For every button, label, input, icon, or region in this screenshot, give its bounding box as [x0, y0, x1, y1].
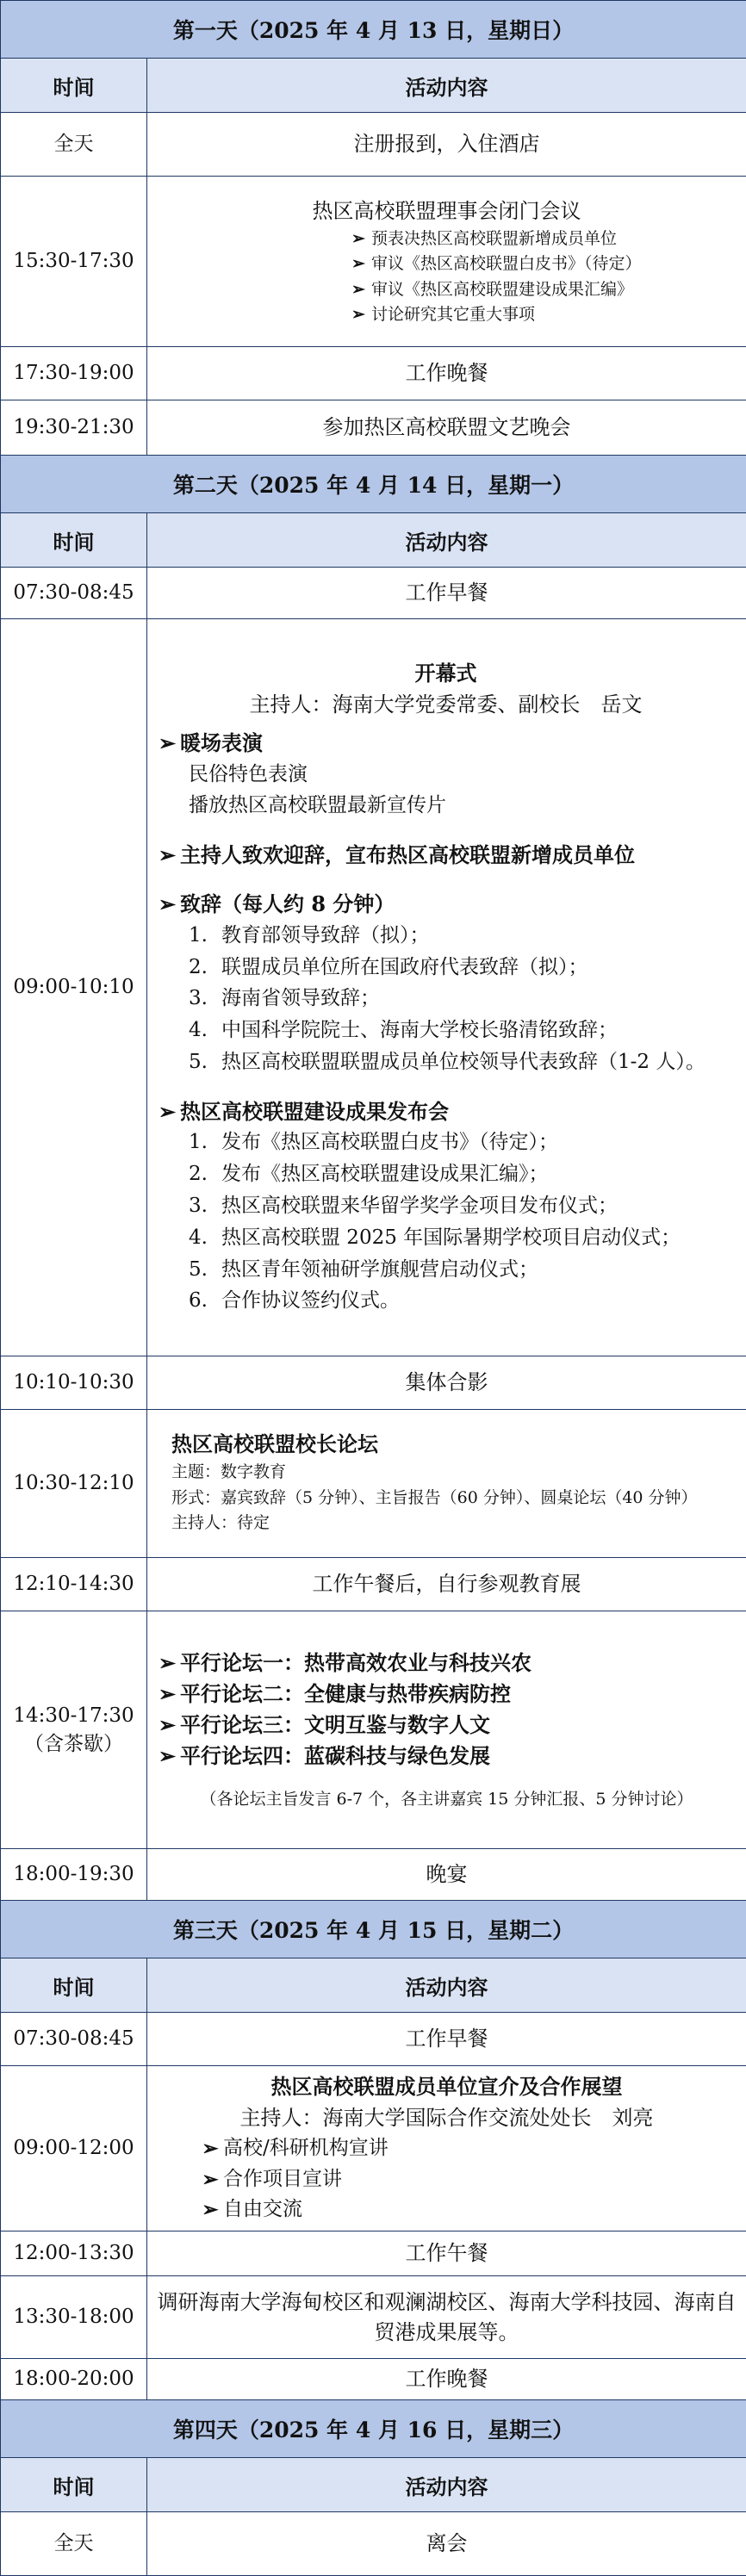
table-row	[1, 1849, 746, 1901]
table-row	[1, 2013, 746, 2066]
arrow-bullet-icon: ➢	[154, 1097, 180, 1127]
activity-cell	[147, 1410, 746, 1558]
table-row	[1, 619, 746, 1356]
arrow-bullet-icon: ➢	[197, 2133, 223, 2164]
time-cell: 18:00-19:30	[1, 1849, 147, 1901]
arrow-bullet-icon: ➢	[345, 277, 371, 302]
activity-cell: 工作午餐后，自行参观教育展	[147, 1558, 746, 1611]
list-item: 民俗特色表演	[189, 759, 737, 791]
time-cell: 09:00-10:10	[1, 619, 147, 1356]
list-item: ➢ 平行论坛三：文明互鉴与数字人文	[154, 1710, 739, 1741]
arrow-bullet-icon: ➢	[154, 1679, 180, 1710]
activity-cell: 调研海南大学海甸校区和观澜湖校区、海南大学科技园、海南自贸港成果展等。	[147, 2276, 746, 2359]
activity-cell: 工作早餐	[147, 2013, 746, 2066]
list-item: 2. 联盟成员单位所在国政府代表致辞（拟）；	[189, 952, 737, 984]
table-row	[1, 177, 746, 347]
table-row	[1, 400, 746, 456]
section-heading: ➢ 热区高校联盟建设成果发布会	[154, 1097, 737, 1127]
arrow-bullet-icon: ➢	[197, 2194, 223, 2225]
day-title: 第四天（2025 年 4 月 16 日，星期三）	[1, 2400, 746, 2458]
section-heading: ➢ 致辞（每人约 8 分钟）	[154, 890, 737, 920]
table-row	[1, 2359, 746, 2400]
day-header-row	[1, 1, 746, 59]
list-item: 2. 发布《热区高校联盟建设成果汇编》；	[189, 1158, 737, 1190]
activity-cell: 晚宴	[147, 1849, 746, 1901]
list-item: 6. 合作协议签约仪式。	[189, 1285, 737, 1317]
agenda-list	[197, 2133, 739, 2225]
time-column-header: 时间	[1, 1958, 147, 2013]
forum-note: （各论坛主旨发言 6-7 个，各主讲嘉宾 15 分钟汇报、5 分钟讨论）	[154, 1787, 739, 1812]
list-item: 1. 发布《热区高校联盟白皮书》（待定）；	[189, 1127, 737, 1158]
time-column-header: 时间	[1, 59, 147, 113]
list-item: ➢ 合作项目宣讲	[197, 2164, 739, 2195]
time-cell: 10:10-10:30	[1, 1356, 147, 1410]
time-cell: 09:00-12:00	[1, 2066, 147, 2231]
day-header-row	[1, 2400, 746, 2458]
activity-cell	[147, 1611, 746, 1849]
time-cell: 07:30-08:45	[1, 568, 147, 619]
list-item: ➢ 平行论坛二：全健康与热带疾病防控	[154, 1679, 739, 1710]
table-row	[1, 1611, 746, 1849]
table-row	[1, 1410, 746, 1558]
day-header-row	[1, 1901, 746, 1958]
activity-cell: 离会	[147, 2512, 746, 2576]
list-item: ➢ 平行论坛一：热带高效农业与科技兴农	[154, 1648, 739, 1679]
session-title: 热区高校联盟理事会闭门会议	[147, 196, 746, 227]
arrow-bullet-icon: ➢	[154, 841, 180, 871]
table-row	[1, 1356, 746, 1410]
day-title: 第二天（2025 年 4 月 14 日，星期一）	[1, 456, 746, 513]
session-title: 开幕式	[154, 658, 737, 689]
list-item: ➢ 平行论坛四：蓝碳科技与绿色发展	[154, 1741, 739, 1772]
session-title: 热区高校联盟校长论坛	[171, 1429, 741, 1460]
list-item: 5. 热区高校联盟联盟成员单位校领导代表致辞（1-2 人）。	[189, 1046, 737, 1078]
table-row	[1, 347, 746, 400]
time-cell: 17:30-19:00	[1, 347, 147, 400]
list-item: 3. 海南省领导致辞；	[189, 983, 737, 1015]
table-row	[1, 568, 746, 619]
list-item: 5. 热区青年领袖研学旗舰营启动仪式；	[189, 1254, 737, 1286]
agenda-list	[345, 227, 746, 328]
list-item: ➢ 自由交流	[197, 2194, 739, 2225]
time-range: 14:30-17:30	[1, 1702, 146, 1729]
activity-column-header: 活动内容	[147, 2458, 746, 2512]
arrow-bullet-icon: ➢	[345, 302, 371, 327]
time-cell: 10:30-12:10	[1, 1410, 147, 1558]
time-cell: 07:30-08:45	[1, 2013, 147, 2066]
list-item: ➢ 预表决热区高校联盟新增成员单位	[345, 227, 746, 251]
column-header-row	[1, 2458, 746, 2512]
arrow-bullet-icon: ➢	[197, 2164, 223, 2195]
day-title: 第三天（2025 年 4 月 15 日，星期二）	[1, 1901, 746, 1958]
host-line: 主持人：海南大学党委常委、副校长 岳文	[154, 689, 737, 720]
host-line: 主持人：待定	[171, 1511, 741, 1536]
arrow-bullet-icon: ➢	[154, 1648, 180, 1679]
format-line: 形式：嘉宾致辞（5 分钟）、主旨报告（60 分钟）、圆桌论坛（40 分钟）	[171, 1486, 741, 1511]
time-cell: 18:00-20:00	[1, 2359, 147, 2400]
section-heading: ➢ 主持人致欢迎辞，宣布热区高校联盟新增成员单位	[154, 841, 737, 871]
list-item: ➢ 审议《热区高校联盟建设成果汇编》	[345, 277, 746, 302]
time-cell	[1, 1611, 147, 1849]
time-column-header: 时间	[1, 513, 147, 568]
theme-line: 主题：数字教育	[171, 1460, 741, 1485]
table-row	[1, 2276, 746, 2359]
arrow-bullet-icon: ➢	[345, 251, 371, 276]
list-item: 1. 教育部领导致辞（拟）；	[189, 920, 737, 952]
time-cell: 12:10-14:30	[1, 1558, 147, 1611]
time-cell: 13:30-18:00	[1, 2276, 147, 2359]
activity-column-header: 活动内容	[147, 59, 746, 113]
activity-cell: 集体合影	[147, 1356, 746, 1410]
activity-column-header: 活动内容	[147, 1958, 746, 2013]
session-title: 热区高校联盟成员单位宣介及合作展望	[154, 2071, 739, 2102]
column-header-row	[1, 513, 746, 568]
activity-cell: 工作午餐	[147, 2231, 746, 2276]
activity-cell: 工作晚餐	[147, 347, 746, 400]
list-item: 播放热区高校联盟最新宣传片	[189, 790, 737, 822]
list-item: 4. 热区高校联盟 2025 年国际暑期学校项目启动仪式；	[189, 1222, 737, 1254]
activity-cell	[147, 177, 746, 347]
table-row	[1, 2231, 746, 2276]
time-cell: 全天	[1, 2512, 147, 2576]
activity-cell	[147, 619, 746, 1356]
section-heading: ➢ 暖场表演	[154, 729, 737, 759]
time-cell: 全天	[1, 113, 147, 177]
arrow-bullet-icon: ➢	[154, 1741, 180, 1772]
day-title: 第一天（2025 年 4 月 13 日，星期日）	[1, 1, 746, 59]
activity-cell: 工作早餐	[147, 568, 746, 619]
list-item: 3. 热区高校联盟来华留学奖学金项目发布仪式；	[189, 1190, 737, 1222]
column-header-row	[1, 1958, 746, 2013]
time-cell: 12:00-13:30	[1, 2231, 147, 2276]
activity-column-header: 活动内容	[147, 513, 746, 568]
list-item: ➢ 审议《热区高校联盟白皮书》（待定）	[345, 251, 746, 276]
list-item: ➢ 高校/科研机构宣讲	[197, 2133, 739, 2164]
arrow-bullet-icon: ➢	[154, 1710, 180, 1741]
column-header-row	[1, 59, 746, 113]
arrow-bullet-icon: ➢	[345, 227, 371, 251]
list-item: ➢ 讨论研究其它重大事项	[345, 302, 746, 327]
activity-cell: 注册报到，入住酒店	[147, 113, 746, 177]
arrow-bullet-icon: ➢	[154, 729, 180, 759]
host-line: 主持人：海南大学国际合作交流处处长 刘亮	[154, 2102, 739, 2133]
table-row	[1, 1558, 746, 1611]
table-row	[1, 113, 746, 177]
table-row	[1, 2066, 746, 2231]
list-item: 4. 中国科学院院士、海南大学校长骆清铭致辞；	[189, 1015, 737, 1046]
table-row	[1, 2512, 746, 2576]
time-cell: 19:30-21:30	[1, 400, 147, 456]
activity-cell	[147, 2066, 746, 2231]
activity-cell: 参加热区高校联盟文艺晚会	[147, 400, 746, 456]
time-column-header: 时间	[1, 2458, 147, 2512]
time-note: （含茶歇）	[1, 1730, 146, 1758]
arrow-bullet-icon: ➢	[154, 890, 180, 920]
activity-cell: 工作晚餐	[147, 2359, 746, 2400]
day-header-row	[1, 456, 746, 513]
time-cell: 15:30-17:30	[1, 177, 147, 347]
